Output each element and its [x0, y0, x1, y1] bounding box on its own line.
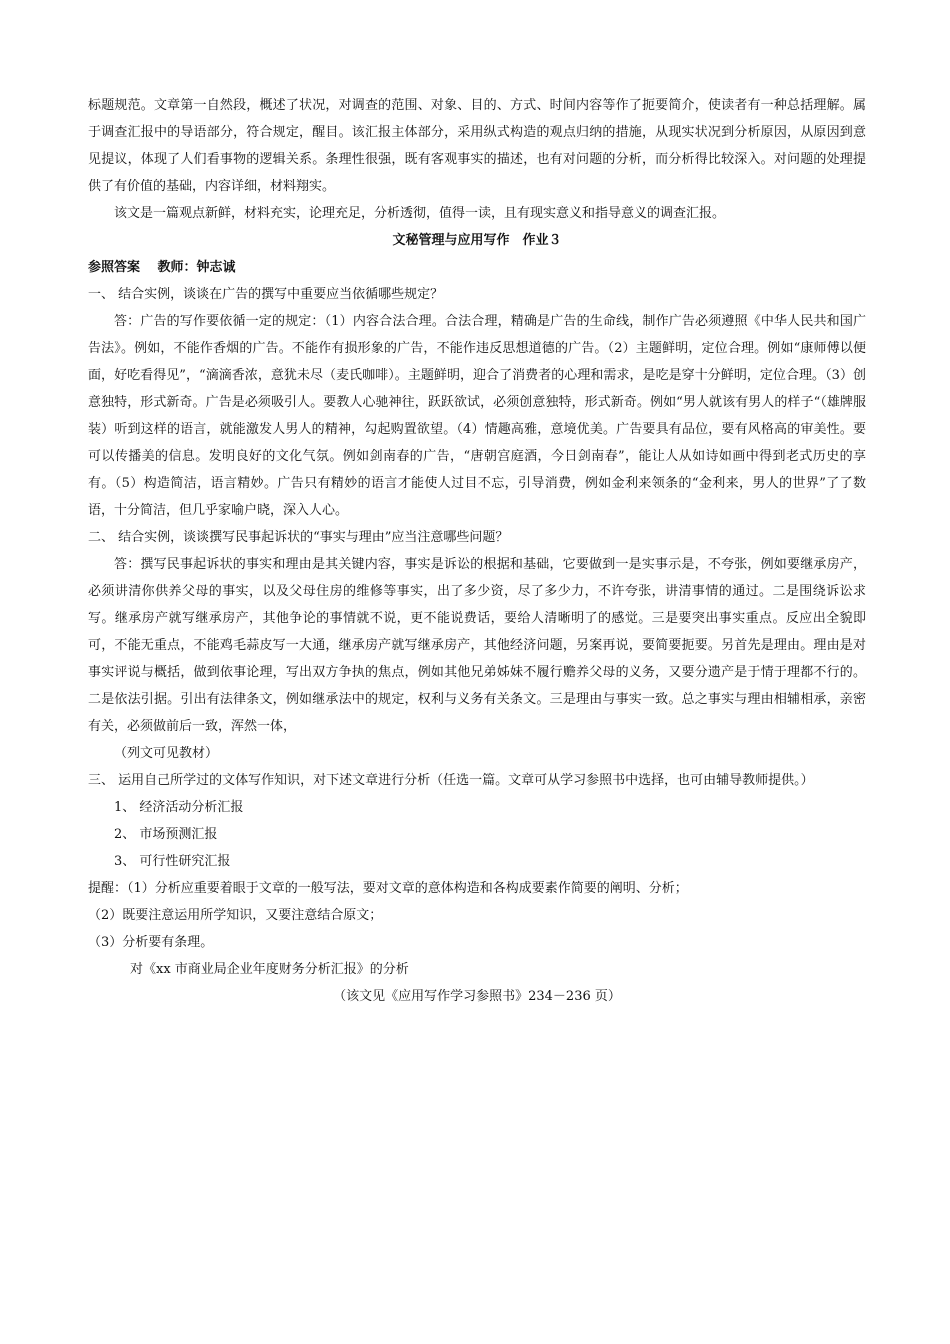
answer-1: 答：广告的写作要依循一定的规定：（1）内容合法合理。合法合理，精确是广告的生命线，制作广告必须遵照《中华人民共和国广告法》。例如，不能作香烟的广告。不能作有损形象的广告，不能作违反思想道德的广告。（2）主题鲜明，定位合理。例如“康师傅以便面，好吃看得见”，“滴滴香浓，意犹未尽（麦氏咖啡）。主题鲜明，迎合了消费者的心理和需求，是吃是穿十分鲜明，定位合理。（3）创意独特，形式新奇。广告是必须吸引人。要教人心驰神往，跃跃欲试，必须创意独特，形式新奇。例如“男人就该有男人的样子“（雄牌服装）听到这样的语言，就能激发人男人的精神，勾起购置欲望。（4）情趣高雅，意境优美。广告要具有品位，要有风格高的审美性。要可以传播美的信息。发明良好的文化气氛。例如剑南春的广告，“唐朝宫庭酒，今日剑南春”，能让人从如诗如画中得到老式历史的享有。（5）构造简洁，语言精妙。广告只有精妙的语言才能使人过目不忘，引导消费，例如金利来领条的“金利来，男人的世界”了了数语，十分简洁，但几乎家喻户晓，深入人心。	[88, 314, 866, 518]
assignment-title: 文秘管理与应用写作 作业３	[392, 233, 562, 248]
answer-2: 答：撰写民事起诉状的事实和理由是其关键内容，事实是诉讼的根据和基础，它要做到一是实事示是，不夸张，例如要继承房产，必须讲清你供养父母的事实，以及父母住房的维修等事实，出了多少资，尽了多少力，不许夸张，讲清事情的通过。二是围绕诉讼求写。继承房产就写继承房产，其他争论的事情就不说，更不能说费话，要给人清晰明了的感觉。三是要突出事实重点。反应出全貌即可，不能无重点，不能鸡毛蒜皮写一大通，继承房产就写继承房产，其他经济问题，另案再说，要简要扼要。另首先是理由。理由是对事实评说与概括，做到依事论理，写出双方争执的焦点，例如其他兄弟姊妹不履行赡养父母的义务，又要分遗产是于情于理都不行的。二是依法引据。引出有法律条文，例如继承法中的规定，权利与义务有关条文。三是理由与事实一致。总之事实与理由相辅相承，亲密有关，必须做前后一致，浑然一体，	[88, 557, 866, 734]
answer-2-note: （列文可见教材）	[114, 746, 219, 761]
intro-paragraph-1: 标题规范。文章第一自然段，概述了状况，对调查的范围、对象、目的、方式、时间内容等作了扼要简介，使读者有一种总括理解。属于调查汇报中的导语部分，符合规定，醒目。该汇报主体部分，采用纵式构造的观点归纳的措施，从现实状况到分析原因，从原因到意见提议，体现了人们看事物的逻辑关系。条理性很强，既有客观事实的描述，也有对问题的分析，而分析得比较深入。对问题的处理提供了有价值的基础，内容详细，材料翔实。	[88, 98, 866, 194]
question-1: 一、 结合实例，谈谈在广告的撰写中重要应当依循哪些规定？	[88, 287, 444, 302]
analysis-citation: （该文见《应用写作学习参照书》234－236 页）	[333, 989, 621, 1004]
reminder-2: （2）既要注意运用所学知识，又要注意结合原文；	[88, 908, 383, 923]
option-item-1: 1、 经济活动分析汇报	[114, 800, 244, 815]
question-2: 二、 结合实例，谈谈撰写民事起诉状的“事实与理由”应当注意哪些问题？	[88, 530, 509, 545]
document-page	[88, 92, 866, 1010]
reminder-1: 提醒：（1）分析应重要着眼于文章的一般写法，要对文章的意体构造和各构成要素作简要的阐明、分析；	[88, 881, 688, 896]
reminder-3: （3）分析要有条理。	[88, 935, 214, 950]
intro-paragraph-2: 该文是一篇观点新鲜，材料充实，论理充足，分析透彻，值得一读，且有现实意义和指导意义的调查汇报。	[114, 206, 726, 221]
analysis-title: 对《xx 市商业局企业年度财务分析汇报》的分析	[130, 962, 409, 977]
option-item-3: 3、 可行性研究汇报	[114, 854, 231, 869]
reference-answer-line: 参照答案 教师：钟志诚	[88, 260, 236, 275]
option-item-2: 2、 市场预测汇报	[114, 827, 218, 842]
question-3: 三、 运用自己所学过的文体写作知识，对下述文章进行分析（任选一篇。文章可从学习参照书中选择，也可由辅导教师提供。）	[88, 773, 814, 788]
